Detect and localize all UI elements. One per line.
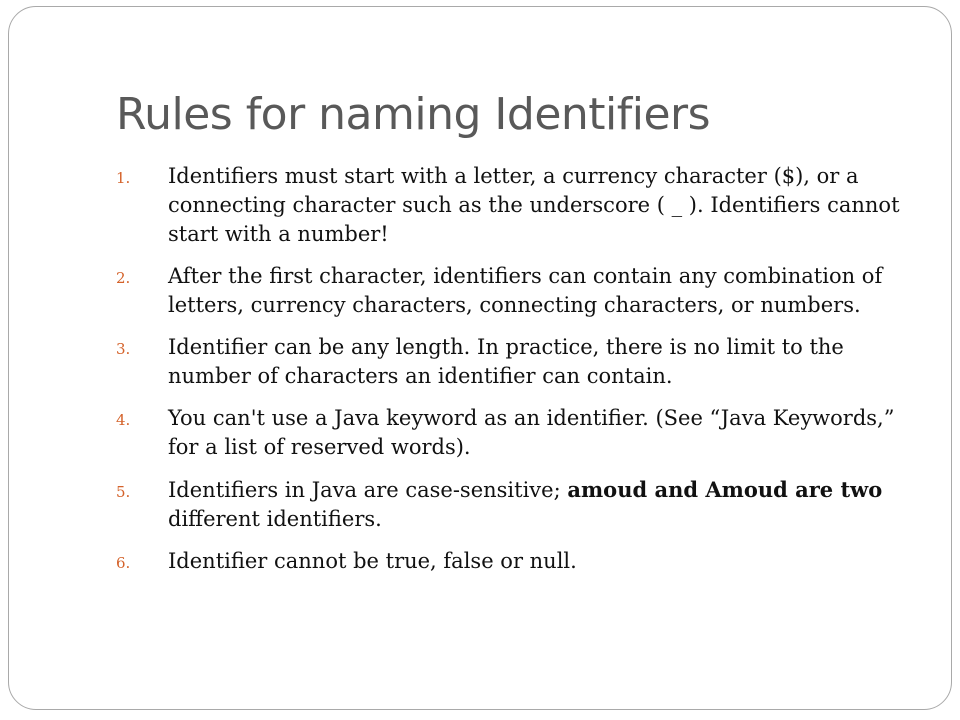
rule-text: Identifiers must start with a letter, a currency character ($), or a connecting character such as the underscore ( _ ). Identifiers cannot start with a number!	[168, 164, 900, 246]
rule-item-3	[116, 333, 916, 391]
rule-item-2	[116, 262, 916, 320]
rule-item-5	[116, 475, 916, 534]
rule-number: 6.	[116, 554, 131, 572]
rule-text: After the first character, identifiers can contain any combination of letters, currency characters, connecting characters, or numbers.	[168, 264, 883, 317]
rule-text-bold: amoud and Amoud are two	[567, 477, 883, 502]
rule-text-part: different identifiers.	[168, 507, 382, 531]
rule-text: You can't use a Java keyword as an identifier. (See “Java Keywords,” for a list of reserved words).	[168, 406, 895, 459]
slide-frame	[8, 6, 952, 710]
rules-list	[116, 162, 916, 589]
rule-item-6	[116, 547, 916, 576]
rule-text-part: Identifiers in Java are case-sensitive;	[168, 478, 568, 502]
slide-title: Rules for naming Identifiers	[116, 89, 711, 140]
rule-text: Identifier cannot be true, false or null.	[168, 549, 577, 573]
rule-item-1	[116, 162, 916, 249]
rule-number: 5.	[116, 483, 131, 501]
rule-number: 1.	[116, 169, 131, 187]
rule-number: 2.	[116, 269, 131, 287]
rule-item-4	[116, 404, 916, 462]
rule-number: 3.	[116, 340, 131, 358]
rule-text	[168, 475, 916, 534]
rule-text: Identifier can be any length. In practice, there is no limit to the number of characters an identifier can contain.	[168, 335, 844, 388]
rule-number: 4.	[116, 411, 131, 429]
